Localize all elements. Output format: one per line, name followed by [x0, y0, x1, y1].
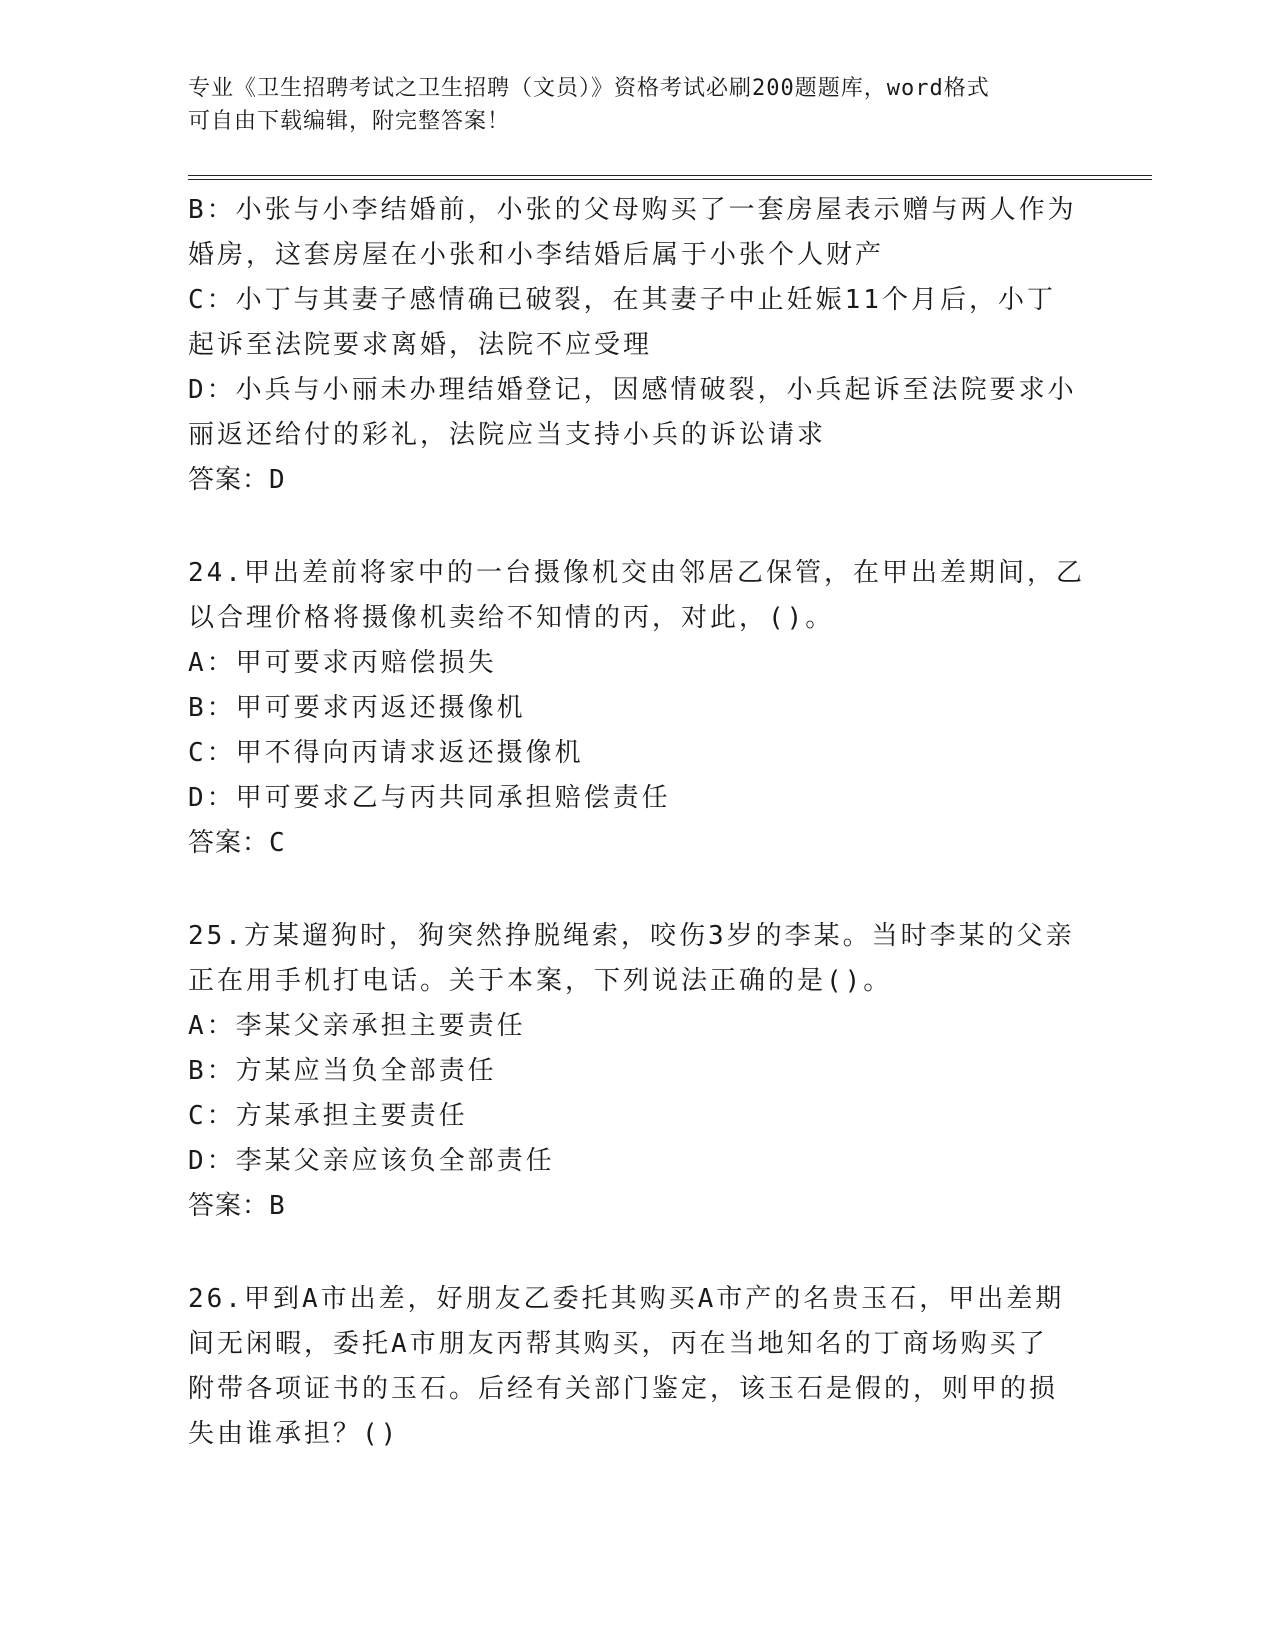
option-c-line-2: 起诉至法院要求离婚，法院不应受理: [188, 330, 653, 360]
question-25: [188, 914, 1088, 1229]
option-d-line-1: D：小兵与小丽未办理结婚登记，因感情破裂，小兵起诉至法院要求小: [188, 375, 1077, 405]
question-stem-line-1: 26.甲到A市出差，好朋友乙委托其购买A市产的名贵玉石，甲出差期: [188, 1284, 1065, 1314]
header-line-1: 专业《卫生招聘考试之卫生招聘（文员）》资格考试必刷200题题库，word格式: [188, 76, 990, 101]
option-b: B：方某应当负全部责任: [188, 1056, 497, 1086]
spacer: [188, 503, 1088, 551]
option-c: C：方某承担主要责任: [188, 1101, 468, 1131]
question-stem-line-4: 失由谁承担？(): [188, 1419, 400, 1449]
question-stem-line-1: 25.方某遛狗时，狗突然挣脱绳索，咬伤3岁的李某。当时李某的父亲: [188, 921, 1075, 951]
question-24: [188, 551, 1088, 866]
answer-label: 答案：C: [188, 828, 286, 858]
question-stem-line-1: 24.甲出差前将家中的一台摄像机交由邻居乙保管，在甲出差期间，乙: [188, 558, 1085, 588]
option-c: C：甲不得向丙请求返还摄像机: [188, 738, 584, 768]
question-23-continued: [188, 188, 1088, 503]
option-a: A：甲可要求丙赔偿损失: [188, 648, 497, 678]
question-26: [188, 1277, 1088, 1457]
option-b-line-2: 婚房，这套房屋在小张和小李结婚后属于小张个人财产: [188, 240, 885, 270]
page-header: [188, 72, 1068, 138]
document-body: [188, 188, 1088, 1457]
option-c-line-1: C：小丁与其妻子感情确已破裂，在其妻子中止妊娠11个月后，小丁: [188, 285, 1056, 315]
option-b-line-1: B：小张与小李结婚前，小张的父母购买了一套房屋表示赠与两人作为: [188, 195, 1077, 225]
spacer: [188, 1229, 1088, 1277]
spacer: [188, 866, 1088, 914]
option-d-line-2: 丽返还给付的彩礼，法院应当支持小兵的诉讼请求: [188, 420, 827, 450]
question-stem-line-3: 附带各项证书的玉石。后经有关部门鉴定，该玉石是假的，则甲的损: [188, 1374, 1059, 1404]
question-stem-line-2: 以合理价格将摄像机卖给不知情的丙，对此，()。: [188, 603, 835, 633]
option-d: D：李某父亲应该负全部责任: [188, 1146, 555, 1176]
option-a: A：李某父亲承担主要责任: [188, 1011, 526, 1041]
header-line-2: 可自由下载编辑，附完整答案！: [188, 109, 511, 134]
question-stem-line-2: 正在用手机打电话。关于本案，下列说法正确的是()。: [188, 966, 893, 996]
option-b: B：甲可要求丙返还摄像机: [188, 693, 526, 723]
question-stem-line-2: 间无闲暇，委托A市朋友丙帮其购买，丙在当地知名的丁商场购买了: [188, 1329, 1048, 1359]
answer-label: 答案：D: [188, 465, 286, 495]
answer-label: 答案：B: [188, 1191, 286, 1221]
header-divider: [188, 175, 1152, 180]
option-d: D：甲可要求乙与丙共同承担赔偿责任: [188, 783, 671, 813]
